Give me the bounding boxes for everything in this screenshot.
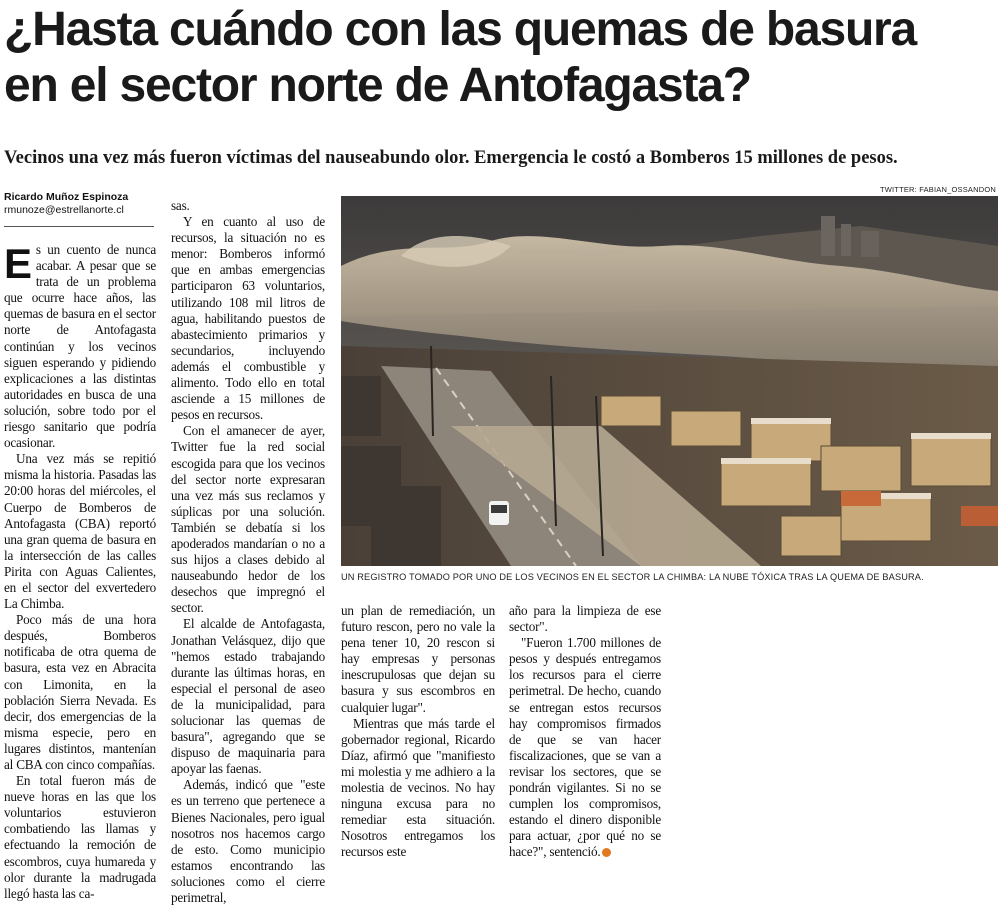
article-column-2 bbox=[171, 198, 325, 906]
subheadline: Vecinos una vez más fueron víctimas del nauseabundo olor. Emergencia le costó a Bomberos 15 millones de pesos. bbox=[4, 148, 898, 168]
article-column-1 bbox=[4, 242, 156, 902]
paragraph: año para la limpieza de ese sector". bbox=[509, 603, 661, 635]
drop-cap: E bbox=[4, 240, 32, 287]
paragraph: sas. bbox=[171, 198, 190, 213]
news-photo bbox=[341, 196, 998, 566]
author-email: rmunoze@estrellanorte.cl bbox=[4, 204, 124, 216]
headline-line-1: ¿Hasta cuándo con las quemas de basura bbox=[4, 3, 917, 56]
paragraph: Una vez más se repitió misma la historia. Pasadas las 20:00 horas del miércoles, el Cuerpo de Bomberos de Antofagasta (CBA) reportó una gran quema de basura en la intersección de las calles Pirita con Aguas Calientes, en el sector del exvertedero La Chimba. bbox=[4, 451, 156, 612]
byline bbox=[4, 191, 154, 217]
author-name: Ricardo Muñoz Espinoza bbox=[4, 191, 129, 203]
paragraph: Con el amanecer de ayer, Twitter fue la red social escogida para que los vecinos del sector norte expresaran una vez más sus reclamos y súplicas por una solución. También se debatía si los apoderados mandarían o no a sus hijos a clases debido al nauseabundo hedor de los desechos que impregnó el sector. bbox=[171, 423, 325, 616]
paragraph: Poco más de una hora después, Bomberos notificaba de otra quema de basura, esta vez en Abracita con Limonita, en la población Sierra Nevada. Es decir, dos emergencias de la misma especie, pero en lugares distintos, mantenían al CBA con cinco compañías. bbox=[4, 612, 156, 772]
end-of-article-icon bbox=[602, 848, 611, 857]
paragraph: "Fueron 1.700 millones de pesos y después entregamos los recursos para el cierre perimetral. De hecho, cuando se entregan estos recursos hay compromisos firmados de que se van hacer fiscalizaciones, que se van a revisar los sectores, que se pondrán vigilantes. Si no se cumplen los compromisos, estando el dinero disponible para actuar, ¿por qué no se hace?", sentenció. bbox=[509, 635, 661, 860]
paragraph: Y en cuanto al uso de recursos, la situación no es menor: Bomberos informó que en ambas emergencias participaron 63 voluntarios, utilizando 108 mil litros de agua, habilitando puestos de abastecimiento primarios y secundarios, incluyendo además el combustible y alimento. Todo ello en total asciende a 15 millones de pesos en recursos. bbox=[171, 214, 325, 423]
photo-illustration bbox=[341, 196, 998, 566]
article-column-3 bbox=[341, 603, 495, 861]
article-column-4 bbox=[509, 603, 661, 861]
byline-divider bbox=[4, 226, 154, 227]
paragraph: El alcalde de Antofagasta, Jonathan Velásquez, dijo que "hemos estado trabajando durante las últimas horas, en especial el personal de aseo de la municipalidad, para solucionar las quemas de basura", agregando que se dispuso de maquinaria para apoyar las faenas. bbox=[171, 616, 325, 777]
paragraph: Es un cuento de nunca acabar. A pesar que se trata de un problema que ocurre hace años, las quemas de basura en el sector norte de Antofagasta continúan y los vecinos siguen esperando y pidiendo explicaciones a las distintas autoridades en busca de una solución, sobre todo por el riesgo sanitario que podría ocasionar. bbox=[4, 240, 156, 451]
headline-line-2: en el sector norte de Antofagasta? bbox=[4, 59, 751, 112]
headline bbox=[4, 2, 998, 114]
paragraph: un plan de remediación, un futuro rescon, pero no vale la pena tener 10, 20 rescon si hay empresas y personas inescrupulosas que dejan su basura y sus escombros en cualquier lugar". bbox=[341, 603, 495, 715]
paragraph: En total fueron más de nueve horas en las que los voluntarios estuvieron combatiendo las llamas y efectuando la remoción de escombros, cuya humareda y olor durante la madrugada llegó hasta las ca- bbox=[4, 773, 156, 901]
photo-credit: TWITTER: FABIAN_OSSANDON bbox=[879, 185, 996, 194]
paragraph: Además, indicó que "este es un terreno que pertenece a Bienes Nacionales, pero igual nosotros nos hacemos cargo de esto. Como municipio estamos encontrando las soluciones como el cierre perimetral, bbox=[171, 777, 325, 906]
paragraph: Mientras que más tarde el gobernador regional, Ricardo Díaz, afirmó que "manifiesto mi molestia y me adhiero a la molestia de vecinos. No hay ninguna excusa para no remediar esta situación. Nosotros entregamos los recursos este bbox=[341, 715, 495, 860]
photo-caption: UN REGISTRO TOMADO POR UNO DE LOS VECINOS EN EL SECTOR LA CHIMBA: LA NUBE TÓXICA TRAS LA QUEMA DE BASURA. bbox=[341, 572, 924, 582]
